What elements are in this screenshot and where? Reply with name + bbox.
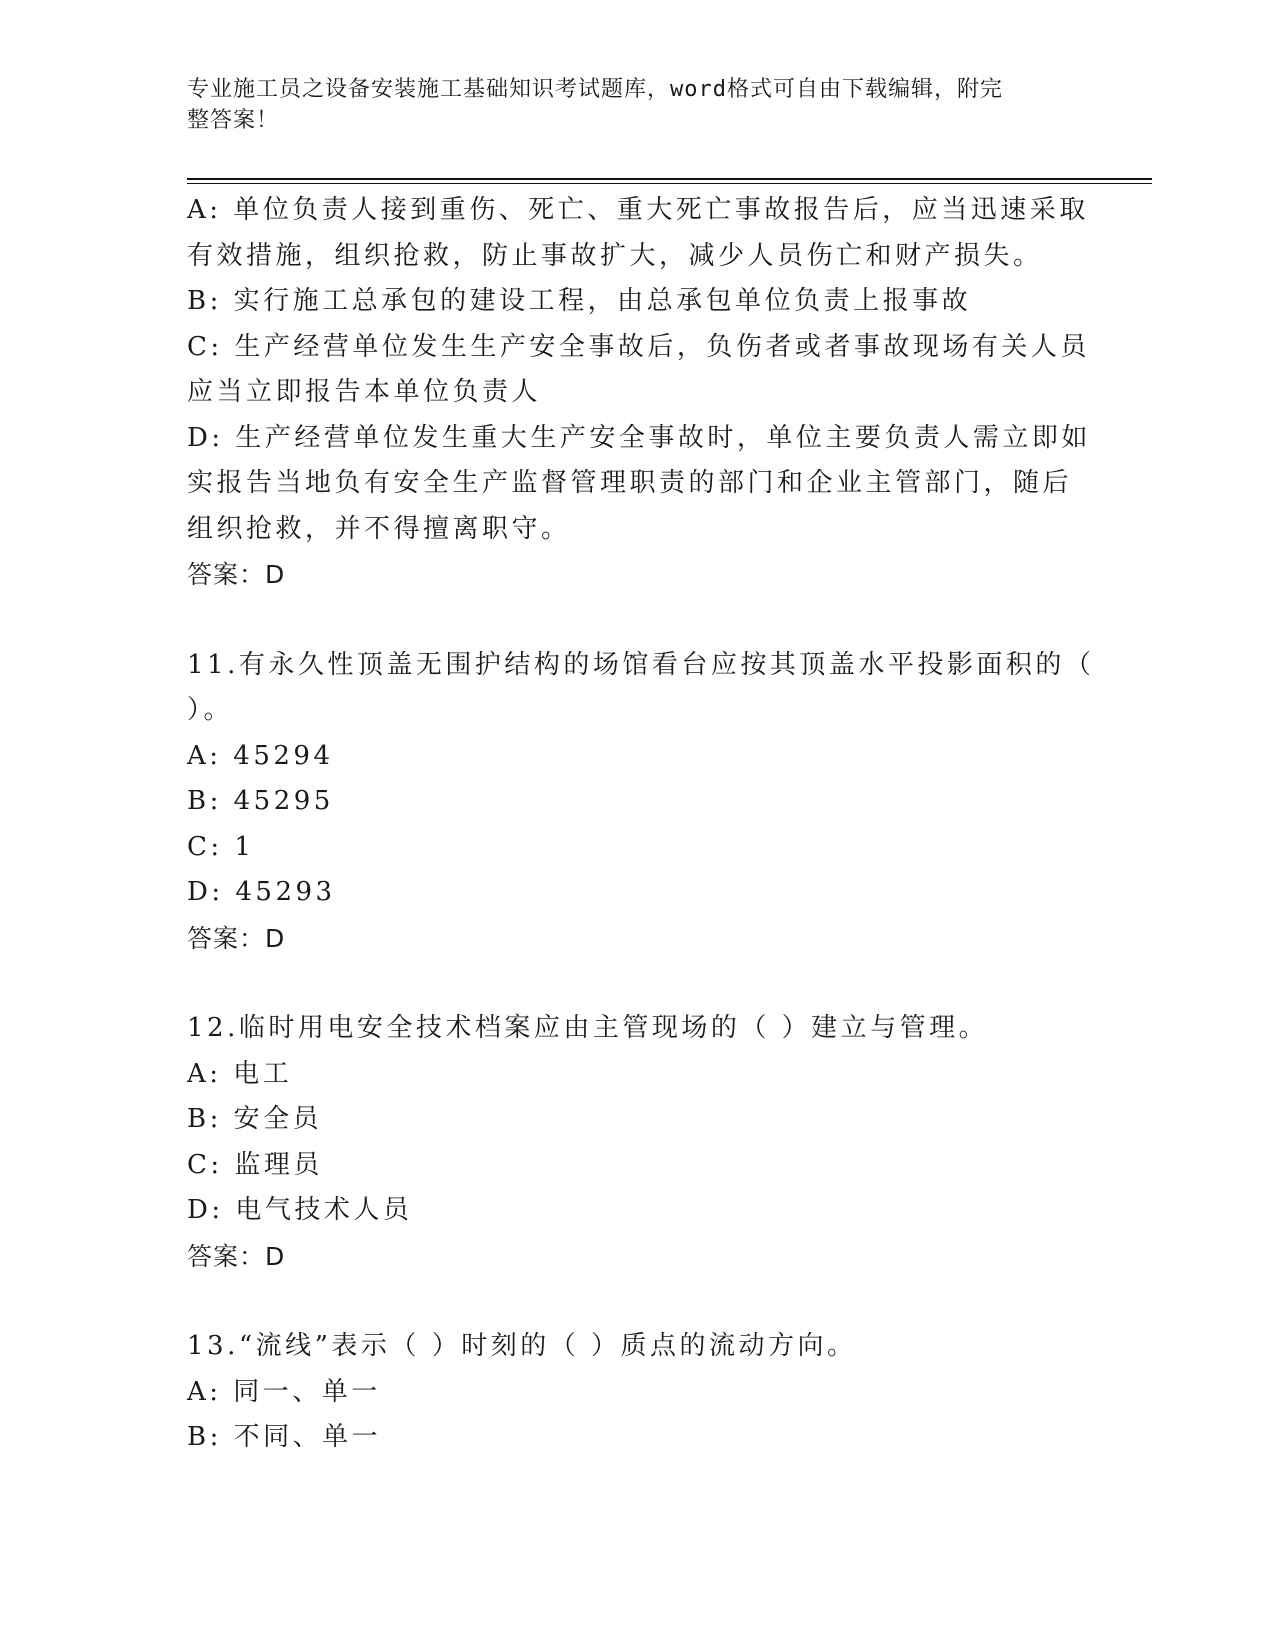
option-d: D: 电气技术人员 [187, 1195, 413, 1225]
question-stem-line-1: 11.有永久性顶盖无围护结构的场馆看台应按其顶盖水平投影面积的（ [187, 649, 1095, 680]
option-b: B: 安全员 [187, 1104, 323, 1134]
option-d: D: 45293 [187, 877, 336, 907]
question-12 [187, 1006, 1087, 1279]
option-c-line-1: C: 生产经营单位发生生产安全事故后，负伤者或者事故现场有关人员 [187, 331, 1090, 362]
header-divider-thick [187, 178, 1152, 180]
option-b: B: 不同、单一 [187, 1422, 382, 1452]
header-divider-thin [187, 183, 1152, 184]
question-stem-line-2: ）。 [187, 695, 234, 725]
option-c: C: 监理员 [187, 1149, 323, 1180]
option-c: C: 1 [187, 831, 255, 862]
document-header [187, 74, 1067, 136]
option-a: A: 电工 [187, 1058, 293, 1089]
question-10 [187, 188, 1091, 598]
header-title-line-1: 专业施工员之设备安装施工基础知识考试题库，word格式可自由下载编辑，附完 [187, 77, 1003, 102]
question-list [187, 188, 1095, 1461]
option-d-line-2: 实报告当地负有安全生产监督管理职责的部门和企业主管部门，随后 [187, 468, 1073, 498]
question-11 [187, 643, 1095, 962]
answer: 答案：D [187, 560, 286, 589]
answer: 答案：D [187, 1241, 286, 1271]
answer: 答案：D [187, 923, 286, 953]
option-a: A: 同一、单一 [187, 1376, 381, 1407]
question-stem: 13.“流线”表示（ ）时刻的（ ）质点的流动方向。 [187, 1331, 857, 1361]
question-stem: 12.临时用电安全技术档案应由主管现场的（ ）建立与管理。 [187, 1013, 989, 1043]
option-d-line-1: D: 生产经营单位发生重大生产安全事故时，单位主要负责人需立即如 [187, 422, 1091, 453]
option-b: B: 45295 [187, 786, 334, 816]
option-d-line-3: 组织抢救，并不得擅离职守。 [187, 513, 571, 544]
option-a-line-1: A: 单位负责人接到重伤、死亡、重大死亡事故报告后，应当迅速采取 [187, 195, 1089, 225]
option-a: A: 45294 [187, 740, 334, 771]
option-c-line-2: 应当立即报告本单位负责人 [187, 377, 542, 407]
header-title-line-2: 整答案！ [187, 108, 280, 133]
question-13 [187, 1324, 1087, 1461]
option-a-line-2: 有效措施，组织抢救，防止事故扩大，减少人员伤亡和财产损失。 [187, 240, 1043, 271]
option-b: B: 实行施工总承包的建设工程，由总承包单位负责上报事故 [187, 286, 972, 316]
